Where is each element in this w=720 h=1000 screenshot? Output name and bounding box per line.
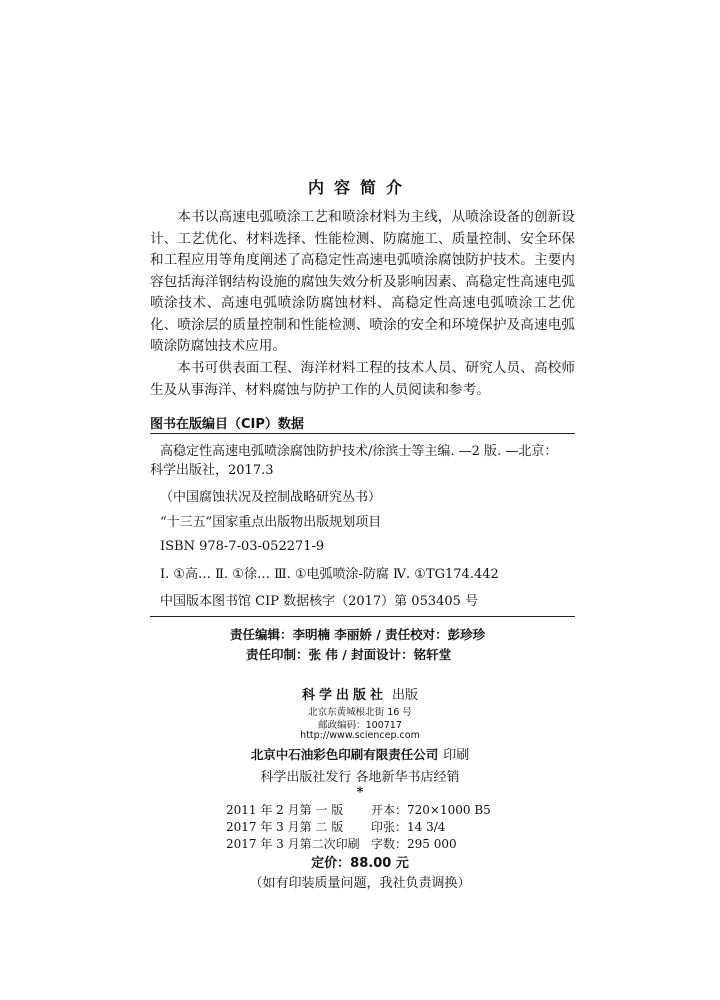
credits-editors: 责任编辑：李明楠 李丽娇 / 责任校对：彭珍珍 [230,627,486,642]
publisher-line [0,684,720,703]
cip-bottom-divider [150,616,575,617]
cip-series-line: （中国腐蚀状况及控制战略研究丛书） [160,490,382,505]
printer-name: 北京中石油彩色印刷有限责任公司 [250,747,439,762]
edition-date: 2017 年 3 月第二次印刷 [226,837,360,851]
summary-title: 内容简介 [307,178,412,197]
cip-heading: 图书在版编目（CIP）数据 [150,417,304,432]
publisher-suffix: 出版 [392,688,419,703]
separator-star: * [356,785,364,800]
edition-spec: 印张：14 3/4 [371,820,446,834]
edition-spec: 字数：295 000 [371,837,457,851]
printer-suffix: 印刷 [443,748,470,763]
cip-classification-line: Ⅰ. ①高… Ⅱ. ①徐… Ⅲ. ①电弧喷涂-防腐 Ⅳ. ①TG174.442 [160,567,499,582]
publisher-postcode: 邮政编码：100717 [318,720,402,731]
printer-line [0,744,720,763]
cip-top-divider [150,433,575,434]
publisher-address: 北京东黄城根北街 16 号 [308,707,412,718]
cip-publisher-line: 科学出版社，2017.3 [150,463,274,478]
edition-row [226,818,445,835]
cip-number-line: 中国版本图书馆 CIP 数据核字（2017）第 053405 号 [160,594,479,609]
summary-paragraph-2: 本书可供表面工程、海洋材料工程的技术人员、研究人员、高校师生及从事海洋、材料腐蚀与防护工作的人员阅读和参考。 [150,360,575,398]
edition-date: 2017 年 3 月第 二 版 [226,820,344,834]
edition-spec: 开本：720×1000 B5 [371,803,491,817]
cip-isbn-line: ISBN 978-7-03-052271-9 [160,539,325,554]
credits-printing: 责任印制：张 伟 / 封面设计：铭轩堂 [246,647,452,662]
distribution-line: 科学出版社发行 各地新华书店经销 [260,770,460,785]
quality-note: （如有印装质量问题，我社负责调换） [249,876,471,891]
publisher-website: http://www.sciencep.com [300,730,420,741]
summary-paragraph-1: 本书以高速电弧喷涂工艺和喷涂材料为主线，从喷涂设备的创新设计、工艺优化、材料选择、性能检测、防腐施工、质量控制、安全环保和工程应用等角度阐述了高稳定性高速电弧喷涂腐蚀防护技术。主要内容包括海洋钢结构设施的腐蚀失效分析及影响因素、高稳定性高速电弧喷涂技术、高速电弧喷涂防腐蚀材料、高稳定性高速电弧喷涂工艺优化、喷涂层的质量控制和性能检测、喷涂的安全和环境保护及高速电弧喷涂防腐蚀技术应用。 [150,209,575,354]
price: 定价：88.00 元 [311,856,409,871]
cip-title-line: 高稳定性高速电弧喷涂腐蚀防护技术/徐滨士等主编. —2 版. —北京： [160,444,558,459]
edition-row [226,835,457,852]
edition-row [226,801,491,818]
cip-project-line: “十三五”国家重点出版物出版规划项目 [160,515,382,530]
publisher-name: 科学出版社 [301,688,387,703]
edition-date: 2011 年 2 月第 一 版 [226,803,344,817]
